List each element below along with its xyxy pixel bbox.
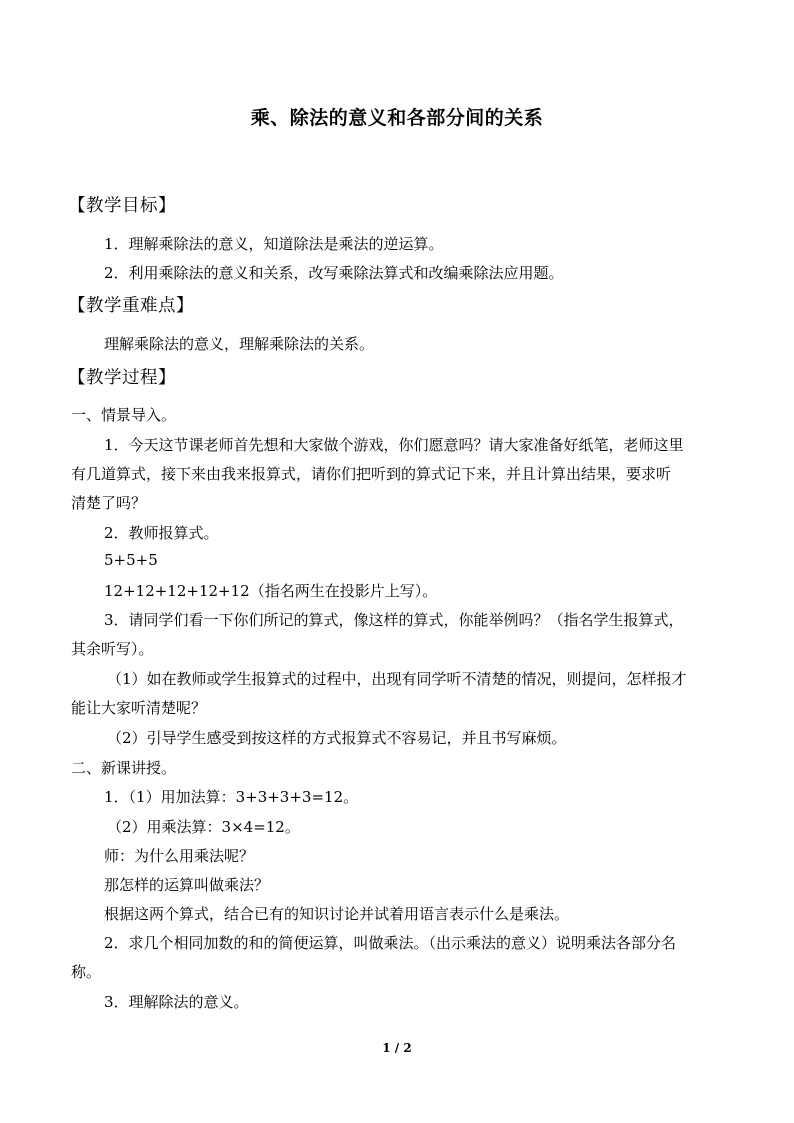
- paragraph-line: 清楚了吗？: [71, 494, 147, 512]
- paragraph-line: 称。: [71, 963, 102, 981]
- goal-item: 1．理解乘除法的意义，知道除法是乘法的逆运算。: [104, 235, 444, 253]
- expression-line: 12+12+12+12+12（指名两生在投影片上写）。: [104, 582, 438, 600]
- paragraph-line: 3．请同学们看一下你们所记的算式，像这样的算式，你能举例吗？（指名学生报算式，: [104, 611, 684, 629]
- paragraph-line: 能让大家听清楚呢？: [71, 699, 207, 717]
- difficulty-heading: 【教学重难点】: [68, 296, 194, 316]
- paragraph-line: 师：为什么用乘法呢？: [104, 847, 255, 865]
- paragraph-line: 3．理解除法的意义。: [104, 993, 249, 1011]
- expression-line: 5+5+5: [104, 551, 158, 569]
- process-heading: 【教学过程】: [68, 368, 176, 388]
- difficulty-text: 理解乘除法的意义，理解乘除法的关系。: [104, 335, 375, 353]
- document-title: 乘、除法的意义和各部分间的关系: [250, 107, 544, 129]
- paragraph-line: 2．求几个相同加数的和的简便运算，叫做乘法。（出示乘法的意义）说明乘法各部分名: [104, 934, 677, 952]
- section-title: 二、新课讲授。: [71, 759, 177, 777]
- goals-heading: 【教学目标】: [68, 196, 176, 216]
- paragraph-line: 2．教师报算式。: [104, 524, 219, 542]
- paragraph-line: 1．（1）用加法算：3+3+3+3=12。: [104, 788, 359, 806]
- paragraph-line: （1）如在教师或学生报算式的过程中，出现有同学听不清楚的情况，则提问，怎样报才: [107, 670, 687, 688]
- section-title: 一、情景导入。: [71, 406, 177, 424]
- paragraph-line: 那怎样的运算叫做乘法？: [104, 876, 270, 894]
- paragraph-line: 1．今天这节课老师首先想和大家做个游戏，你们愿意吗？请大家准备好纸笔，老师这里: [104, 436, 684, 454]
- page-number: 1 / 2: [382, 1041, 412, 1055]
- paragraph-line: （2）用乘法算：3×4=12。: [107, 818, 300, 836]
- paragraph-line: （2）引导学生感受到按这样的方式报算式不容易记，并且书写麻烦。: [107, 729, 567, 747]
- paragraph-line: 根据这两个算式，结合已有的知识讨论并试着用语言表示什么是乘法。: [104, 905, 570, 923]
- goal-item: 2．利用乘除法的意义和关系，改写乘除法算式和改编乘除法应用题。: [104, 264, 564, 282]
- paragraph-line: 有几道算式，接下来由我来报算式，请你们把听到的算式记下来，并且计算出结果，要求听: [71, 465, 672, 483]
- paragraph-line: 其余听写）。: [71, 640, 154, 658]
